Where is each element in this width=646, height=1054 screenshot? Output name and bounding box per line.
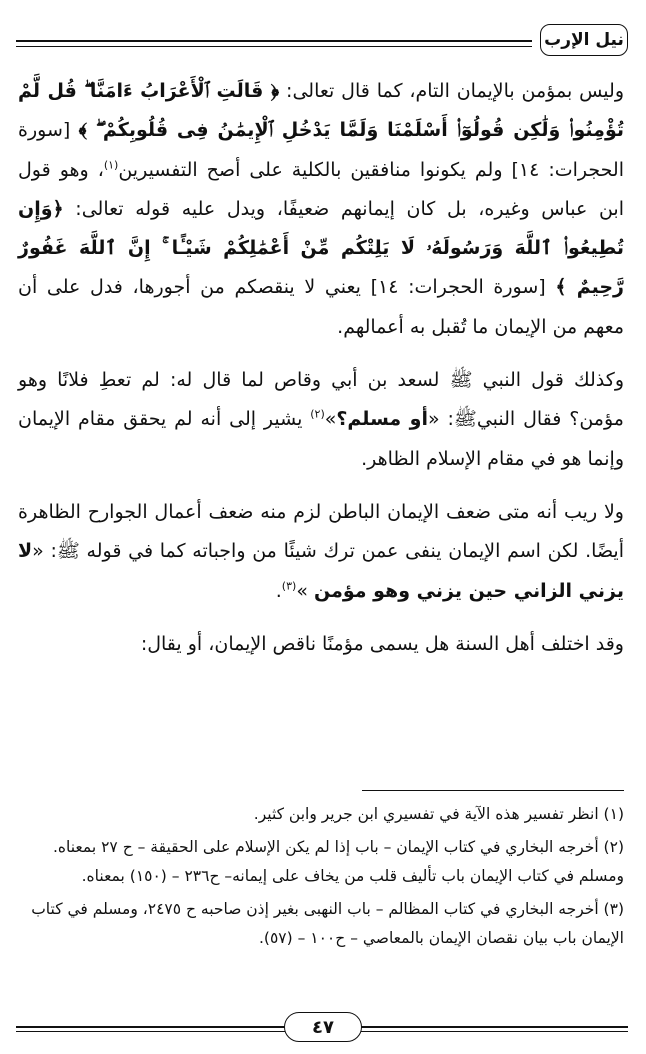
text-span: [سورة الحجرات: ١٤] ولم يكونوا منافقين بالكلية على أصح التفسيرين — [18, 119, 624, 181]
footnote-3: (٣) أخرجه البخاري في كتاب المظالم – باب النهبى بغير إذن صاحبه ح ٢٤٧٥، ومسلم في كتاب الإيمان باب بيان نقصان الإيمان بالمعاصي – ح١٠٠ – (٥٧). — [31, 900, 624, 947]
footnote-marker-1[interactable]: (١) — [103, 158, 119, 172]
footnote-marker-3[interactable]: (٣) — [281, 579, 297, 593]
paragraph-3 — [18, 493, 624, 611]
quran-verse: ﴿وَإِن تُطِيعُوا۟ ٱللَّهَ وَرَسُولَهُۥ لَا يَلِتْكُم مِّنْ أَعْمَٰلِكُمْ شَيْـًٔا ۚ إِنَّ ٱللَّهَ غَفُورٌ رَّحِيمٌ ﴾ — [18, 197, 624, 299]
text-span: ولا ريب أنه متى ضعف الإيمان الباطن لزم منه ضعف أعمال الجوارح الظاهرة أيضًا. لكن اسم الإيمان ينفى عمن ترك شيئًا من واجباته كما في قوله ﷺ: « — [18, 500, 624, 563]
page-number: ٤٧ — [312, 1016, 334, 1038]
footnotes — [18, 800, 624, 957]
text-span: » — [296, 579, 314, 602]
page-number-badge — [284, 1012, 362, 1042]
paragraph-1 — [18, 72, 624, 347]
text-span: يشير إلى أنه لم يحقق مقام الإيمان وإنما هو في مقام الإسلام الظاهر. — [18, 408, 624, 470]
text-span: [سورة الحجرات: ١٤] يعني لا ينقصكم من أجورها، فدل على أن معهم من الإيمان ما تُقبل به أعمالهم. — [18, 276, 624, 338]
text-span: » — [324, 408, 337, 431]
header-rule-thick — [16, 40, 532, 42]
paragraph-2 — [18, 361, 624, 479]
quran-verse: ﴿ قَالَتِ ٱلْأَعْرَابُ ءَامَنَّا ۖ قُل لَّمْ تُؤْمِنُوا۟ وَلَٰكِن قُولُوٓا۟ أَسْلَمْنَا وَلَمَّا يَدْخُلِ ٱلْإِيمَٰنُ فِى قُلُوبِكُمْ ۖ ﴾ — [18, 80, 624, 142]
footnote-separator — [362, 790, 624, 791]
book-title: نيل الإرب — [544, 30, 624, 50]
text-span: وليس بمؤمن بالإيمان التام، كما قال تعالى: — [279, 80, 625, 102]
header-rule-thin — [16, 46, 532, 47]
text-span: ، وهو قول ابن عباس وغيره، بل كان إيمانهم ضعيفًا، ويدل عليه قوله تعالى: — [18, 158, 624, 220]
running-header-title — [540, 24, 628, 56]
main-text — [18, 72, 624, 664]
footnote-marker-2[interactable]: (٢) — [310, 408, 325, 422]
text-span: وقد اختلف أهل السنة هل يسمى مؤمنًا ناقص الإيمان، أو يقال: — [140, 632, 624, 655]
hadith-quote: لا يزني الزاني حين يزني وهو مؤمن — [18, 540, 624, 602]
text-span: . — [275, 579, 282, 602]
hadith-quote: أو مسلم؟ — [336, 408, 428, 431]
footnote-2: (٢) أخرجه البخاري في كتاب الإيمان – باب إذا لم يكن الإسلام على الحقيقة – ح ٢٧ بمعناه. ومسلم في كتاب الإيمان باب تأليف قلب من يخاف على إيمانه– ح٢٣٦ – (١٥٠) بمعناه. — [52, 838, 624, 885]
text-span: وكذلك قول النبي ﷺ لسعد بن أبي وقاص لما قال له: لم تعطِ فلانًا وهو مؤمن؟ فقال النبيﷺ: « — [18, 369, 624, 431]
paragraph-4 — [18, 625, 624, 664]
footnote-1: (١) انظر تفسير هذه الآية في تفسيري ابن جرير وابن كثير. — [253, 805, 624, 823]
